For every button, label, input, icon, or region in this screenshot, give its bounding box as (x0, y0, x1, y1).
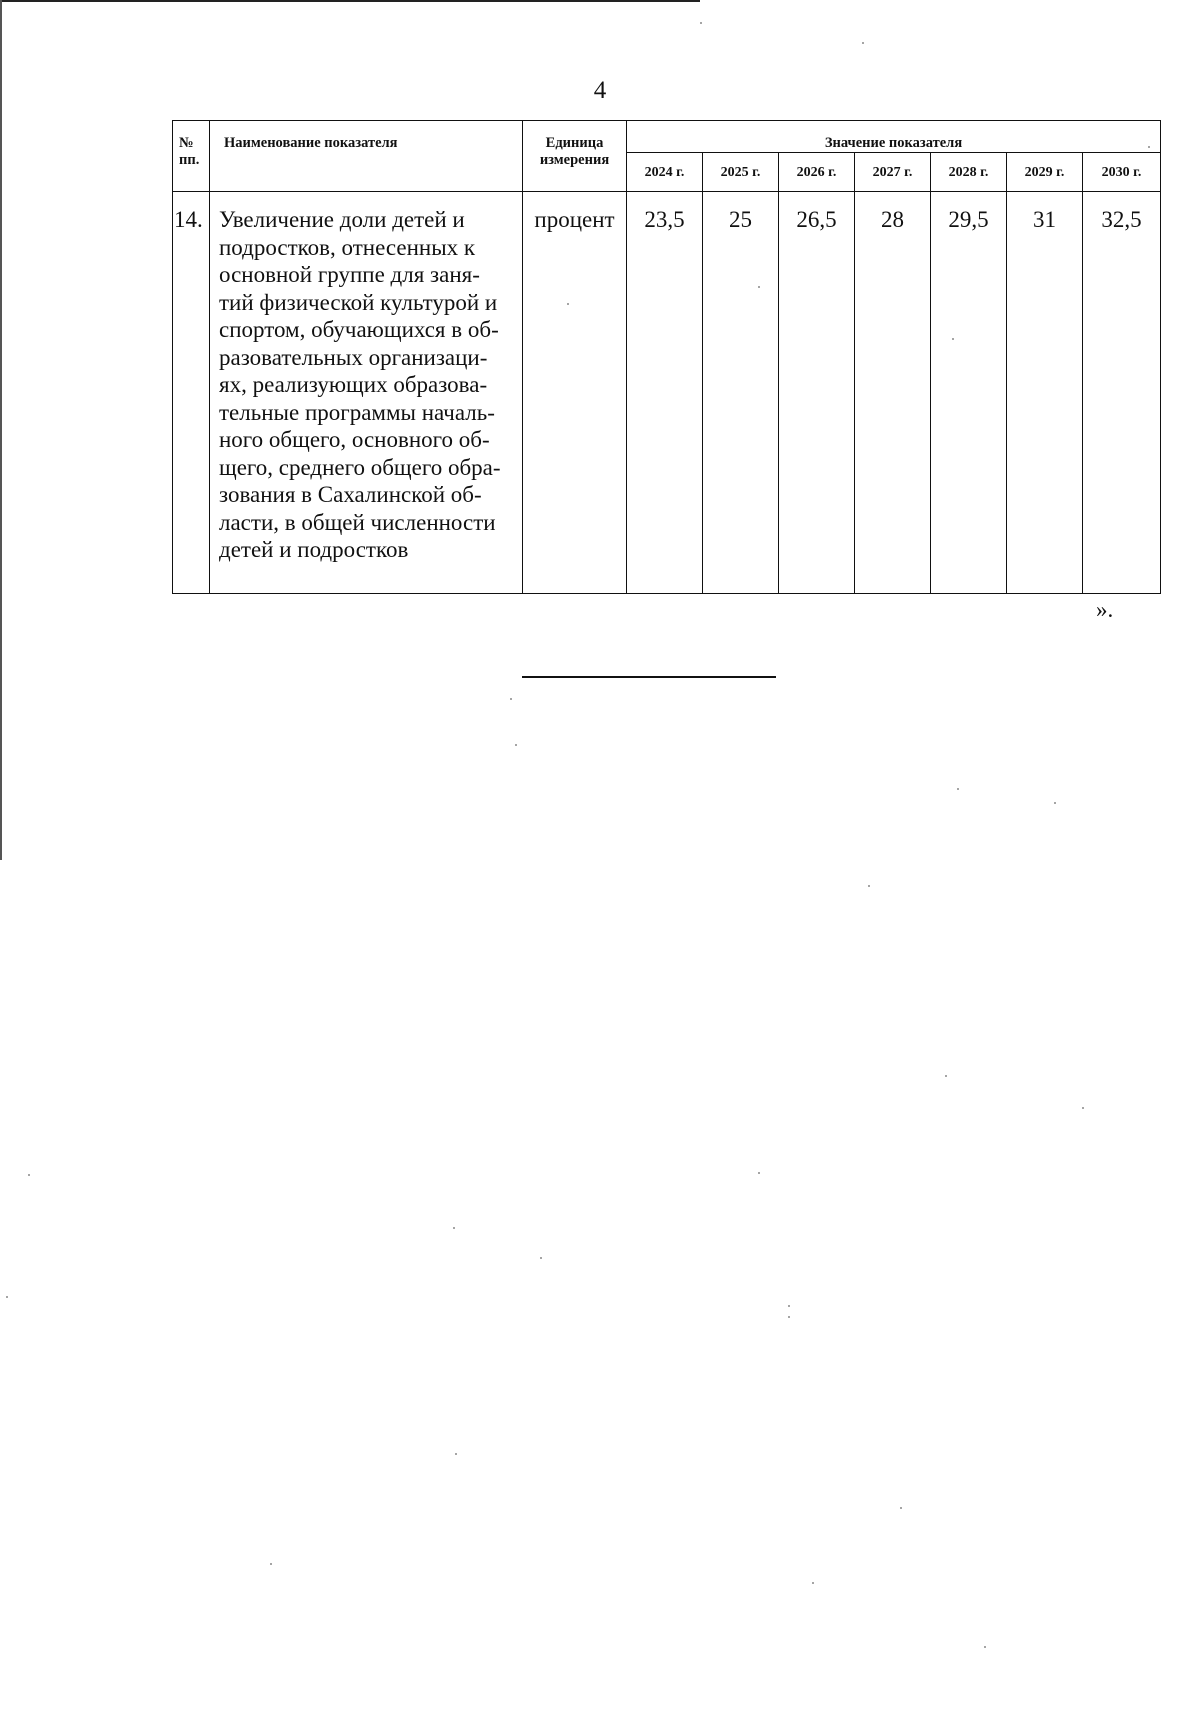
scan-speck (868, 885, 870, 887)
indicator-name-line: разовательных организаци- (219, 344, 488, 370)
header-row-top (173, 121, 1161, 153)
header-values-group: Значение показателя (627, 121, 1161, 153)
header-number: № пп. (173, 121, 210, 192)
indicator-name-line: спортом, обучающихся в об- (219, 317, 499, 342)
row-indicator-name (210, 192, 523, 594)
scan-speck (945, 1075, 947, 1077)
scan-speck (984, 1646, 986, 1648)
table-row (173, 192, 1161, 594)
indicator-name-line: основной группе для заня- (219, 262, 480, 287)
indicator-name-line: тельные программы началь- (219, 399, 495, 425)
scan-speck (6, 1296, 8, 1298)
scan-speck (453, 1227, 455, 1229)
header-unit: Единица измерения (523, 121, 627, 192)
scan-left-edge (0, 0, 2, 860)
scan-speck (788, 1316, 790, 1318)
header-year-2025: 2025 г. (703, 153, 779, 192)
value-2025: 25 (703, 192, 779, 594)
scan-speck (700, 22, 702, 24)
scan-speck (455, 1453, 457, 1455)
scan-speck (758, 286, 760, 288)
scan-speck (1082, 1107, 1084, 1109)
indicator-name-line: зования в Сахалинской об- (219, 482, 482, 507)
scan-speck (812, 1582, 814, 1584)
scan-speck (28, 1174, 30, 1176)
scan-speck (510, 698, 512, 700)
scan-speck (952, 338, 954, 340)
indicator-name-line: детей и подростков (219, 537, 409, 562)
scan-speck (567, 303, 569, 305)
header-year-2030: 2030 г. (1083, 153, 1161, 192)
scan-speck (1148, 146, 1150, 148)
value-2029: 31 (1007, 192, 1083, 594)
scan-speck (957, 788, 959, 790)
indicator-name-line: ного общего, основного об- (219, 427, 490, 452)
indicators-table (172, 120, 1161, 594)
scan-speck (788, 1305, 790, 1307)
header-year-2029: 2029 г. (1007, 153, 1083, 192)
page-number: 4 (593, 77, 607, 104)
header-year-2024: 2024 г. (627, 153, 703, 192)
closing-quote: ». (1096, 597, 1114, 622)
indicator-name-line: ях, реализующих образова- (219, 372, 488, 397)
value-2027: 28 (855, 192, 931, 594)
indicator-name-line: тий физической культурой и (219, 289, 498, 315)
header-name: Наименование показателя (210, 121, 523, 192)
row-unit: процент (523, 192, 627, 594)
value-2026: 26,5 (779, 192, 855, 594)
scan-speck (862, 42, 864, 44)
scan-speck (270, 1563, 272, 1565)
scan-speck (1054, 802, 1056, 804)
header-year-2026: 2026 г. (779, 153, 855, 192)
scan-speck (900, 1507, 902, 1509)
row-number: 14. (173, 192, 210, 594)
indicator-name-line: ласти, в общей численности (219, 509, 496, 535)
value-2024: 23,5 (627, 192, 703, 594)
indicator-name-line: Увеличение доли детей и (219, 207, 465, 232)
scan-speck (515, 744, 517, 746)
scan-speck (540, 1257, 542, 1259)
indicator-name-line: щего, среднего общего обра- (219, 454, 501, 480)
scan-top-edge (0, 0, 700, 2)
scan-speck (758, 1172, 760, 1174)
value-2030: 32,5 (1083, 192, 1161, 594)
value-2028: 29,5 (931, 192, 1007, 594)
header-year-2028: 2028 г. (931, 153, 1007, 192)
header-year-2027: 2027 г. (855, 153, 931, 192)
end-separator-line (522, 676, 776, 678)
indicator-name-line: подростков, отнесенных к (219, 234, 476, 260)
